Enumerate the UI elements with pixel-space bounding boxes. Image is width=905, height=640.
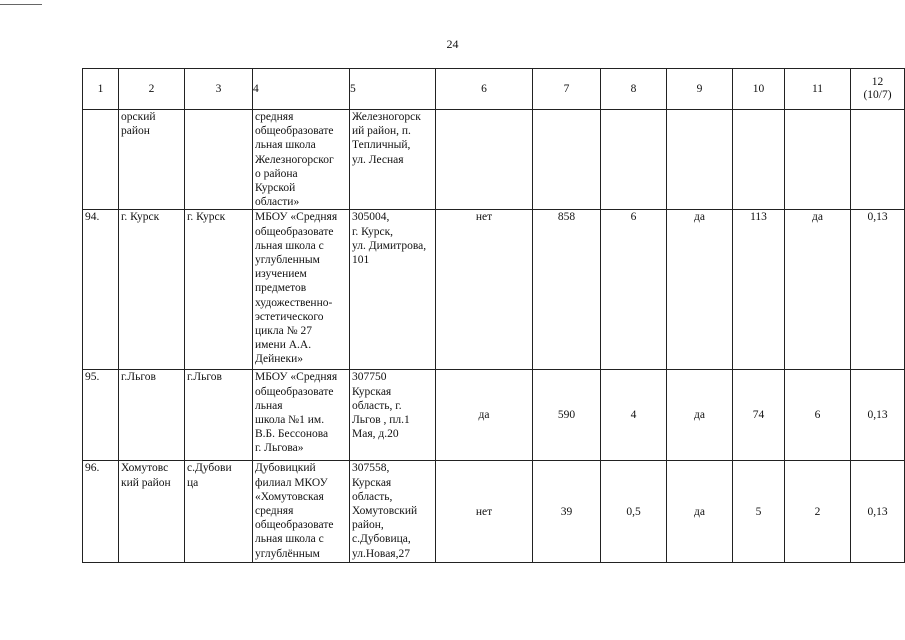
row-number [83, 110, 119, 210]
header-cell: 9 [667, 69, 733, 110]
col10-cell: 5 [733, 461, 785, 563]
col12-cell [851, 110, 905, 210]
header-cell: 8 [601, 69, 667, 110]
col8-cell [601, 110, 667, 210]
header-cell: 10 [733, 69, 785, 110]
header-cell: 12 (10/7) [851, 69, 905, 110]
col9-cell: да [667, 370, 733, 461]
col6-cell: нет [436, 210, 533, 370]
locality-cell: с.Дубови ца [185, 461, 253, 563]
col7-cell: 39 [533, 461, 601, 563]
col12-cell: 0,13 [851, 210, 905, 370]
table-row [83, 210, 905, 370]
col6-cell [436, 110, 533, 210]
institution-cell: МБОУ «Средняя общеобразовате льная школа с углубленным изучением предметов художественно- эстетического цикла № 27 имени А.А. Дейнеки» [253, 210, 350, 370]
col11-cell: да [785, 210, 851, 370]
header-cell: 4 [253, 69, 350, 110]
col7-cell: 858 [533, 210, 601, 370]
data-table [82, 68, 905, 563]
district-cell: г. Курск [119, 210, 185, 370]
table-row [83, 370, 905, 461]
district-cell: орский район [119, 110, 185, 210]
row-number: 96. [83, 461, 119, 563]
col10-cell: 74 [733, 370, 785, 461]
institution-cell: средняя общеобразовате льная школа Железногорског о района Курской области» [253, 110, 350, 210]
institution-cell: Дубовицкий филиал МКОУ «Хомутовская средняя общеобразовате льная школа с углублённым [253, 461, 350, 563]
col8-cell: 0,5 [601, 461, 667, 563]
col12-cell: 0,13 [851, 461, 905, 563]
locality-cell: г. Курск [185, 210, 253, 370]
col8-cell: 6 [601, 210, 667, 370]
page-number: 24 [446, 37, 459, 51]
table-row [83, 110, 905, 210]
col10-cell [733, 110, 785, 210]
locality-cell: г.Льгов [185, 370, 253, 461]
address-cell: 307558, Курская область, Хомутовский район, с.Дубовица, ул.Новая,27 [350, 461, 436, 563]
col11-cell: 6 [785, 370, 851, 461]
header-cell: 2 [119, 69, 185, 110]
address-cell: Железногорск ий район, п. Тепличный, ул. Лесная [350, 110, 436, 210]
header-cell: 5 [350, 69, 436, 110]
col6-cell: нет [436, 461, 533, 563]
row-number: 95. [83, 370, 119, 461]
col11-cell [785, 110, 851, 210]
col8-cell: 4 [601, 370, 667, 461]
col9-cell: да [667, 210, 733, 370]
address-cell: 307750 Курская область, г. Льгов , пл.1 Мая, д.20 [350, 370, 436, 461]
col6-cell: да [436, 370, 533, 461]
header-cell: 7 [533, 69, 601, 110]
district-cell: г.Льгов [119, 370, 185, 461]
col12-cell: 0,13 [851, 370, 905, 461]
header-cell: 11 [785, 69, 851, 110]
table-row [83, 461, 905, 563]
row-number: 94. [83, 210, 119, 370]
col9-cell: да [667, 461, 733, 563]
header-cell: 3 [185, 69, 253, 110]
corner-mark [0, 4, 42, 5]
col7-cell: 590 [533, 370, 601, 461]
address-cell: 305004, г. Курск, ул. Димитрова, 101 [350, 210, 436, 370]
col9-cell [667, 110, 733, 210]
district-cell: Хомутовс кий район [119, 461, 185, 563]
col11-cell: 2 [785, 461, 851, 563]
locality-cell [185, 110, 253, 210]
institution-cell: МБОУ «Средняя общеобразовате льная школа №1 им. В.Б. Бессонова г. Льгова» [253, 370, 350, 461]
col7-cell [533, 110, 601, 210]
col10-cell: 113 [733, 210, 785, 370]
header-cell: 6 [436, 69, 533, 110]
header-row [83, 69, 905, 110]
header-cell: 1 [83, 69, 119, 110]
